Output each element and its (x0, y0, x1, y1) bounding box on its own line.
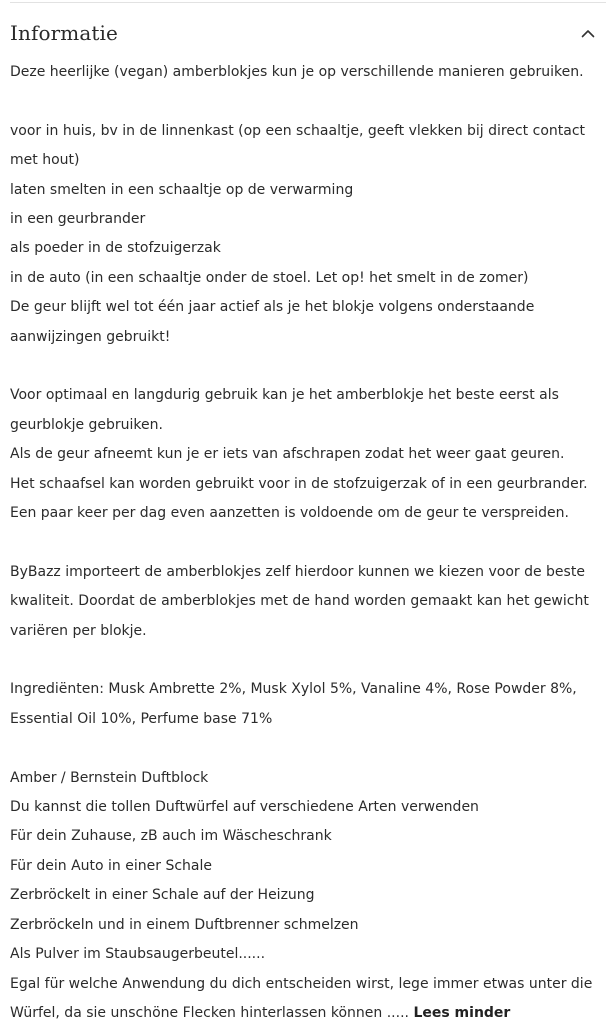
description-line: Zerbröckelt in einer Schale auf der Heizung (10, 887, 315, 904)
description-line: Het schaafsel kan worden gebruikt voor in de stofzuigerzak of in een geurbrander. (10, 475, 588, 492)
description-line: Du kannst die tollen Duftwürfel auf verschiedene Arten verwenden (10, 799, 479, 816)
description-line: Egal für welche Anwendung du dich entscheiden wirst, lege immer etwas unter die (10, 975, 593, 992)
description-line: Amber / Bernstein Duftblock (10, 769, 209, 786)
description-line: in een geurbrander (10, 211, 146, 228)
description-line: Essential Oil 10%, Perfume base 71% (10, 710, 273, 727)
description-line-text: Würfel, da sie unschöne Flecken hinterlassen können ..... (10, 1004, 409, 1021)
description-line: Zerbröckeln und in einem Duftbrenner schmelzen (10, 916, 359, 933)
description-line: Een paar keer per dag even aanzetten is voldoende om de geur te verspreiden. (10, 505, 569, 522)
section-title: Informatie (10, 21, 118, 45)
chevron-up-icon[interactable] (580, 25, 596, 41)
paragraph-spacer (10, 646, 606, 675)
description-line: Für dein Zuhause, zB auch im Wäscheschrank (10, 828, 332, 845)
description-line: voor in huis, bv in de linnenkast (op een schaaltje, geeft vlekken bij direct contact (10, 122, 586, 139)
description-line: variëren per blokje. (10, 622, 147, 639)
description-line: De geur blijft wel tot één jaar actief als je het blokje volgens onderstaande (10, 299, 535, 316)
description-line: in de auto (in een schaaltje onder de stoel. Let op! het smelt in de zomer) (10, 269, 529, 286)
description-line: als poeder in de stofzuigerzak (10, 240, 221, 257)
description-line: Als de geur afneemt kun je er iets van afschrapen zodat het weer gaat geuren. (10, 446, 565, 463)
description-line: laten smelten in een schaaltje op de verwarming (10, 181, 354, 198)
description-line: Als Pulver im Staubsaugerbeutel...... (10, 946, 266, 963)
description-line: geurblokje gebruiken. (10, 416, 163, 433)
description-line: met hout) (10, 152, 80, 169)
description-line: Voor optimaal en langdurig gebruik kan je het amberblokje het beste eerst als (10, 387, 559, 404)
description-line: Ingrediënten: Musk Ambrette 2%, Musk Xylol 5%, Vanaline 4%, Rose Powder 8%, (10, 681, 577, 698)
description-line: ByBazz importeert de amberblokjes zelf hierdoor kunnen we kiezen voor de beste (10, 563, 585, 580)
paragraph-spacer (10, 87, 606, 116)
top-divider (10, 2, 606, 3)
paragraph-spacer (10, 352, 606, 381)
paragraph-spacer (10, 528, 606, 557)
read-less-link[interactable]: Lees minder (413, 1004, 511, 1021)
description-content (10, 58, 606, 1028)
paragraph-spacer (10, 734, 606, 763)
information-section-header[interactable] (10, 14, 606, 52)
description-line: Deze heerlijke (vegan) amberblokjes kun je op verschillende manieren gebruiken. (10, 64, 584, 80)
description-line: aanwijzingen gebruikt! (10, 328, 171, 345)
description-line: kwaliteit. Doordat de amberblokjes met de hand worden gemaakt kan het gewicht (10, 593, 589, 610)
description-line (10, 999, 606, 1028)
description-line: Für dein Auto in einer Schale (10, 857, 212, 874)
